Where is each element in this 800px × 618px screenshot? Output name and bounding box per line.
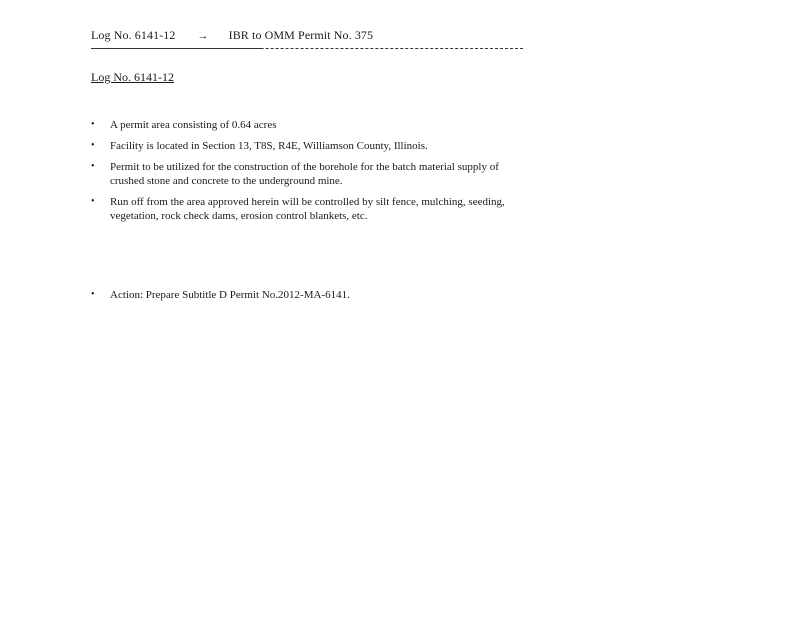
bullet-icon: • (91, 161, 95, 172)
list-item-text: Facility is located in Section 13, T8S, R4E, Williamson County, Illinois. (110, 140, 428, 152)
header-permit-destination: IBR to OMM Permit No. 375 (228, 28, 374, 42)
list-item-text: Run off from the area approved herein will be controlled by silt fence, mulching, seeding, vegetation, rock check dams, erosion control blankets, etc. (110, 196, 505, 222)
header-line (91, 28, 373, 43)
list-item (91, 160, 521, 188)
action-item (91, 288, 350, 302)
list-item-text: A permit area consisting of 0.64 acres (110, 119, 277, 131)
bullet-icon: • (91, 140, 95, 151)
bullet-icon: • (91, 289, 95, 300)
details-list (91, 118, 521, 230)
header-log-number: Log No. 6141-12 (91, 28, 176, 42)
header-divider-solid (91, 48, 261, 49)
list-item (91, 118, 521, 132)
action-text: Action: Prepare Subtitle D Permit No.2012-MA-6141. (110, 289, 350, 301)
list-item-text: Permit to be utilized for the construction of the borehole for the batch material supply of crushed stone and concrete to the underground mine. (110, 161, 499, 187)
bullet-icon: • (91, 196, 95, 207)
bullet-icon: • (91, 119, 95, 130)
arrow-icon: → (197, 30, 209, 42)
section-heading: Log No. 6141-12 (91, 70, 174, 84)
list-item (91, 195, 521, 223)
list-item (91, 139, 521, 153)
